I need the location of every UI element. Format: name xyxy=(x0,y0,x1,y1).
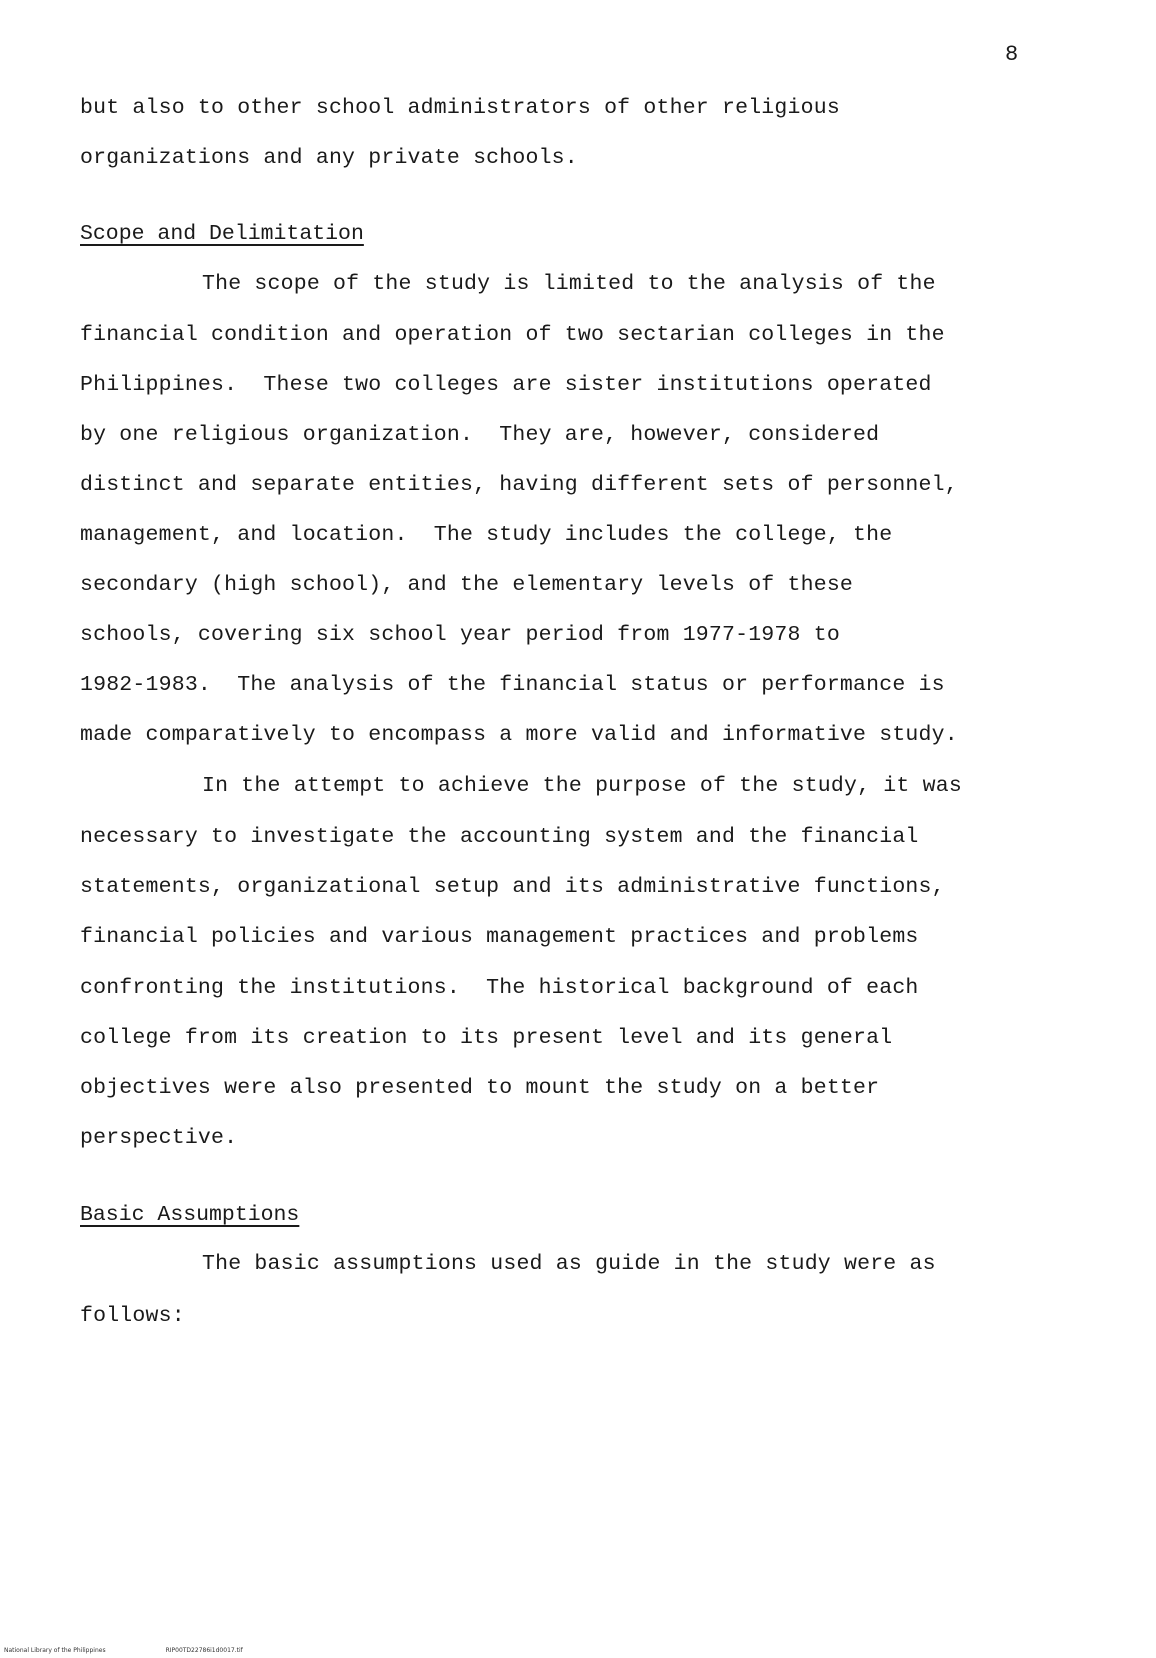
intro-line: but also to other school administrators of other religious xyxy=(80,96,840,120)
scope-p1-line: The scope of the study is limited to the analysis of the xyxy=(202,272,936,296)
scope-p1-line: distinct and separate entities, having different sets of personnel, xyxy=(80,473,958,497)
scope-p2-line: necessary to investigate the accounting system and the financial xyxy=(80,825,919,849)
scope-p1-line: secondary (high school), and the elementary levels of these xyxy=(80,573,854,597)
scope-p1-line: Philippines. These two colleges are sister institutions operated xyxy=(80,373,932,397)
page-number: 8 xyxy=(1005,42,1019,67)
assumptions-p1-line: The basic assumptions used as guide in the study were as xyxy=(202,1252,936,1276)
intro-line: organizations and any private schools. xyxy=(80,146,578,170)
scope-p2-line: confronting the institutions. The historical background of each xyxy=(80,976,919,1000)
scope-p2-line: In the attempt to achieve the purpose of the study, it was xyxy=(202,774,962,798)
scope-p2-line: perspective. xyxy=(80,1126,238,1150)
scope-p1-line: made comparatively to encompass a more valid and informative study. xyxy=(80,723,958,747)
scope-p2-line: financial policies and various management practices and problems xyxy=(80,925,919,949)
section-heading-assumptions: Basic Assumptions xyxy=(80,1203,300,1227)
scope-p2-line: college from its creation to its present level and its general xyxy=(80,1026,893,1050)
scope-p1-line: 1982-1983. The analysis of the financial status or performance is xyxy=(80,673,945,697)
scan-footer xyxy=(4,1647,303,1654)
footer-file: RIP00TD22786i1d0017.tif xyxy=(165,1647,243,1654)
scope-p2-line: objectives were also presented to mount the study on a better xyxy=(80,1076,880,1100)
scope-p1-line: schools, covering six school year period from 1977-1978 to xyxy=(80,623,840,647)
scope-p1-line: management, and location. The study includes the college, the xyxy=(80,523,893,547)
footer-library: National Library of the Philippines xyxy=(4,1647,106,1654)
assumptions-p1-line: follows: xyxy=(80,1304,185,1328)
section-heading-scope: Scope and Delimitation xyxy=(80,222,364,246)
scope-p2-line: statements, organizational setup and its administrative functions, xyxy=(80,875,945,899)
scope-p1-line: financial condition and operation of two sectarian colleges in the xyxy=(80,323,945,347)
scope-p1-line: by one religious organization. They are, however, considered xyxy=(80,423,880,447)
